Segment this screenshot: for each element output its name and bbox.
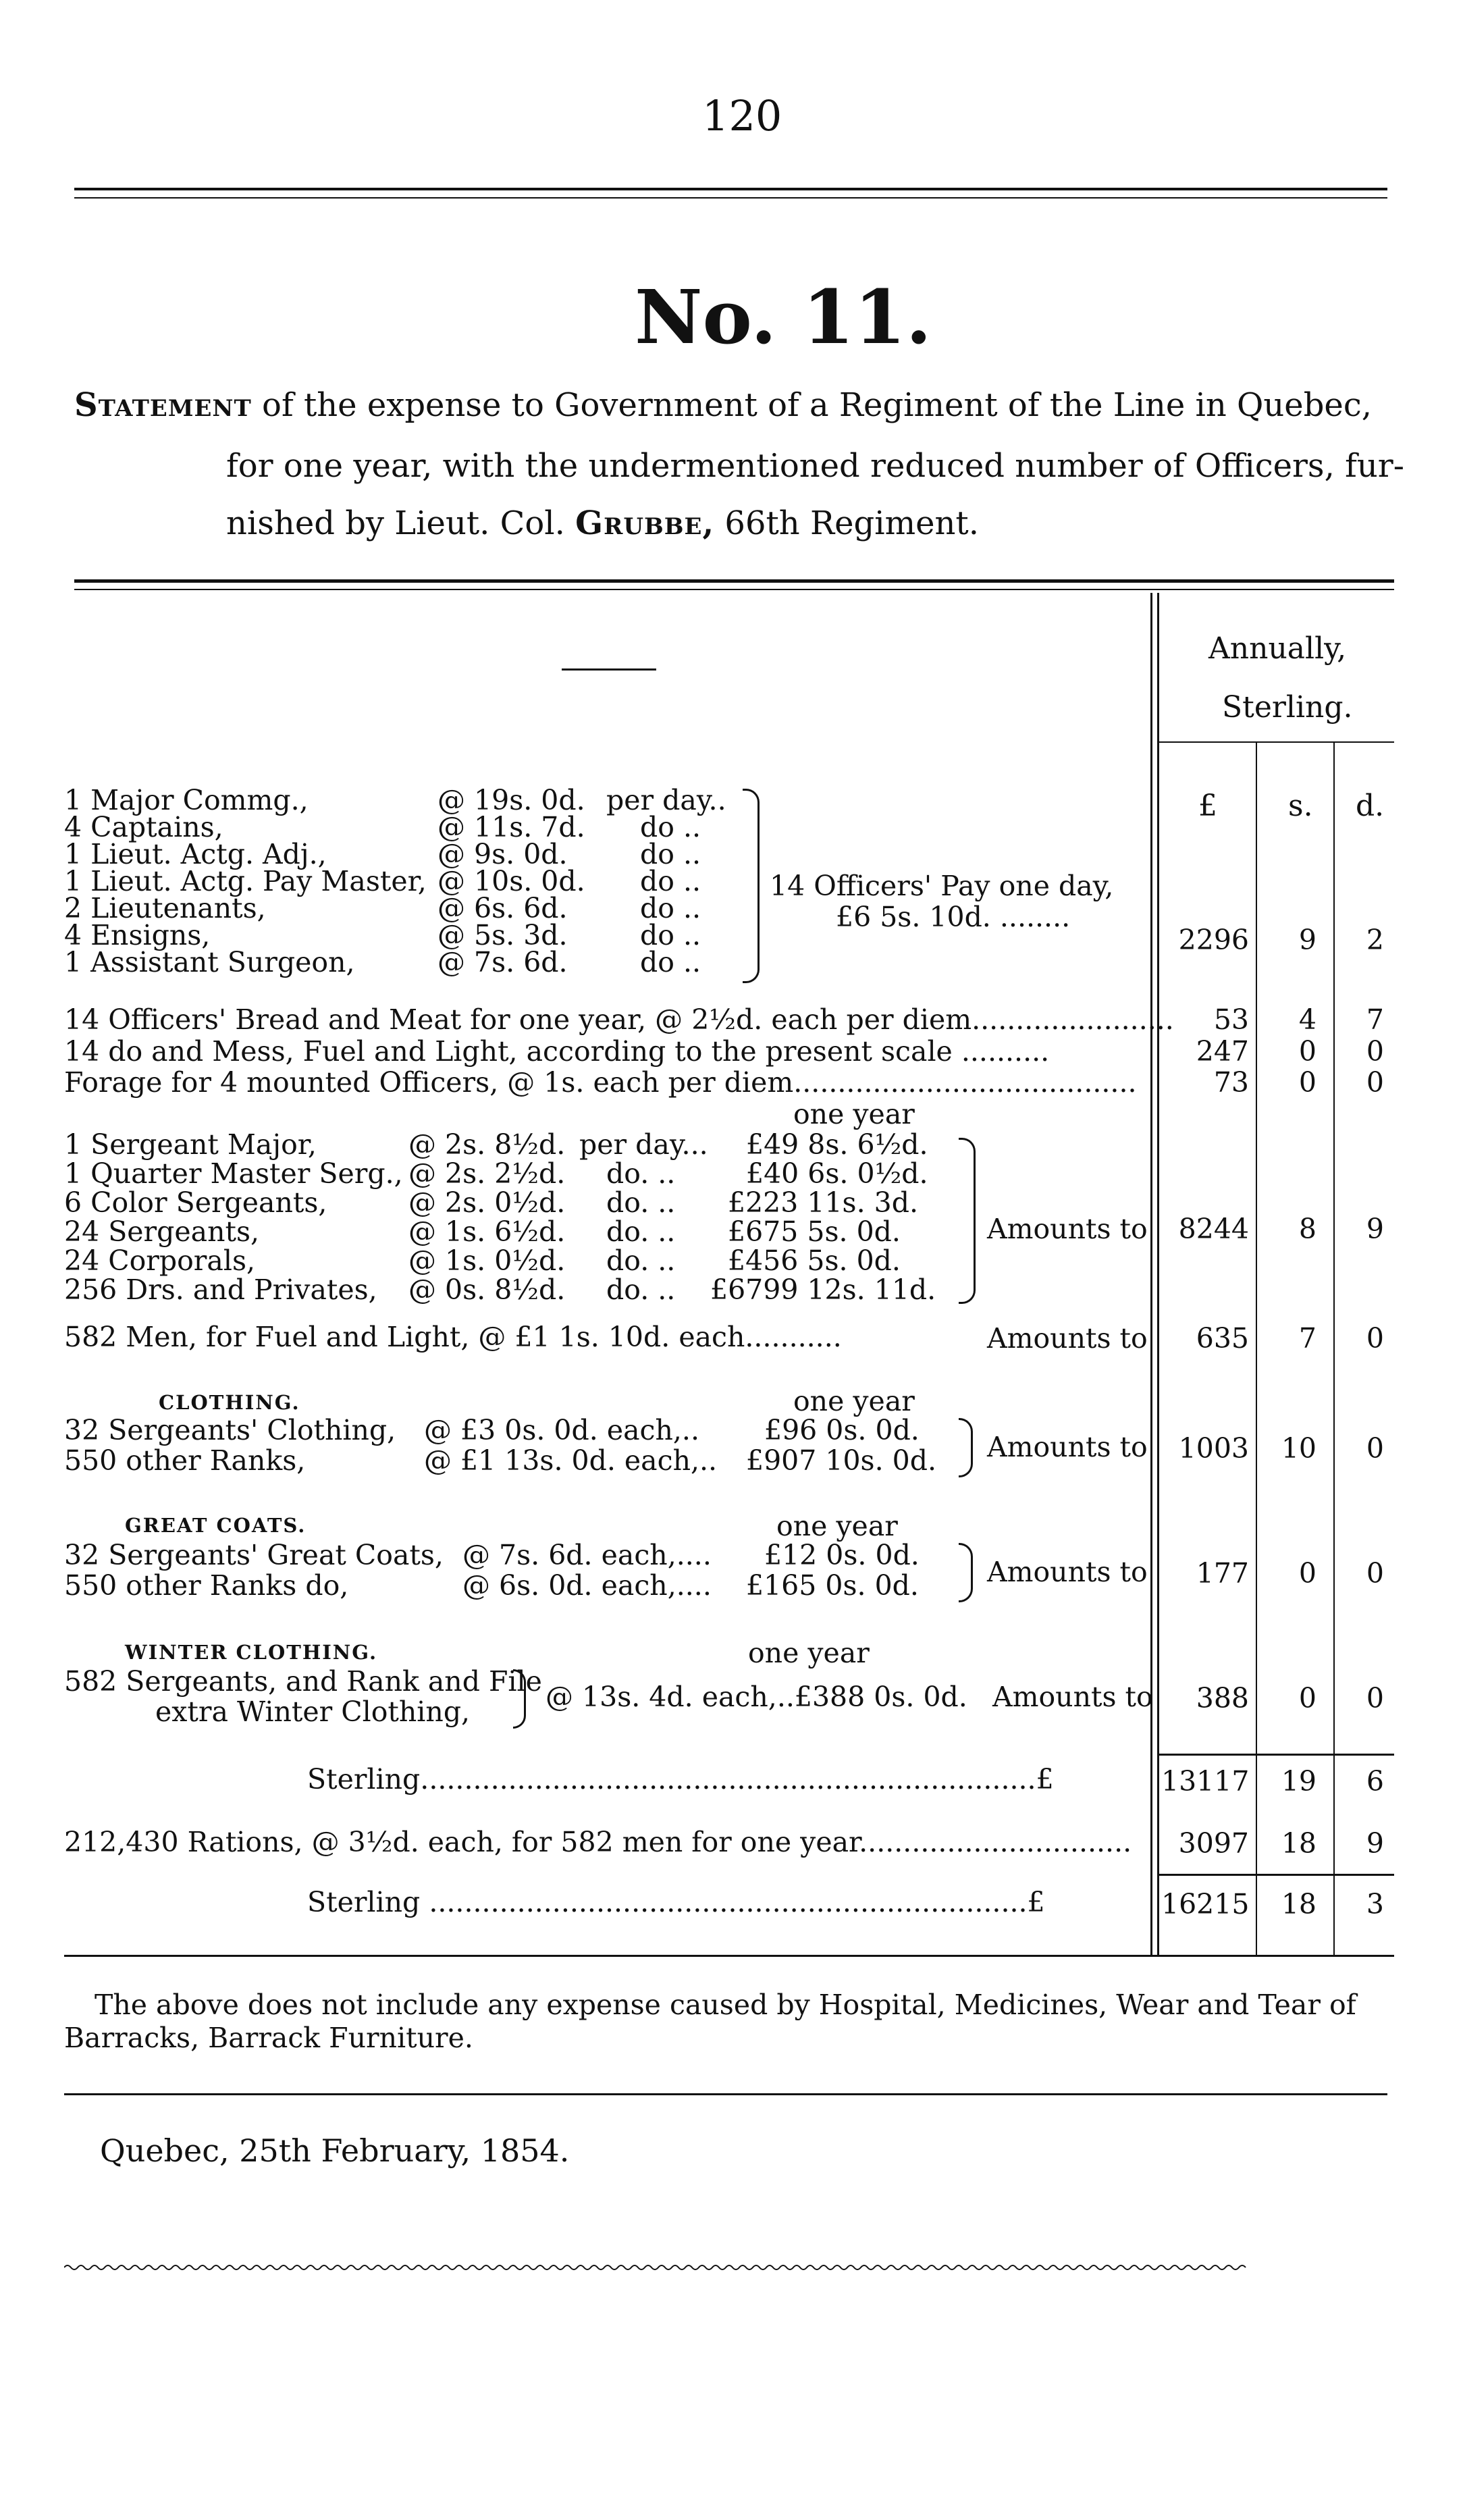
note-rule xyxy=(64,2093,1387,2095)
table-bottom-rule xyxy=(64,1955,1394,1957)
winter-heading: WINTER CLOTHING. xyxy=(125,1641,378,1664)
rations-shillings: 18 xyxy=(1281,1827,1316,1860)
officer-rate: @ 19s. 0d. xyxy=(437,784,585,816)
header-annually: Annually, xyxy=(1208,631,1347,666)
total-pence: 3 xyxy=(1366,1888,1384,1920)
officer-unit: do .. xyxy=(640,811,701,843)
clothing-brace xyxy=(959,1418,973,1477)
title-line-3-post: 66th Regiment. xyxy=(724,504,979,542)
men-pounds: 8244 xyxy=(1178,1213,1249,1245)
col-divider-shillings xyxy=(1333,743,1335,1957)
men-label: 24 Corporals, xyxy=(64,1244,256,1277)
officer-row xyxy=(64,838,327,870)
officer-label: 4 Captains, xyxy=(64,811,223,843)
rations-pence: 9 xyxy=(1366,1827,1384,1860)
col-divider-2 xyxy=(1157,593,1159,1957)
winter-pounds: 388 xyxy=(1196,1682,1249,1714)
mess-pounds: 247 xyxy=(1196,1035,1249,1068)
officer-row xyxy=(64,919,211,951)
coats-shillings: 0 xyxy=(1298,1557,1316,1590)
men-rate: @ 2s. 8½d. xyxy=(408,1128,566,1161)
men-amount: £49 8s. 6½d. xyxy=(746,1128,928,1161)
men-brace xyxy=(959,1138,976,1304)
coats-amount: £12 0s. 0d. xyxy=(764,1539,920,1571)
officers-summary-2: £6 5s. 10d. ........ xyxy=(836,901,1071,933)
document-number: No. 11. xyxy=(635,273,932,361)
officer-label: 1 Assistant Surgeon, xyxy=(64,946,355,978)
men-unit: do. .. xyxy=(606,1244,676,1277)
top-rule xyxy=(74,188,1387,190)
clothing-label: 550 other Ranks, xyxy=(64,1444,306,1477)
winter-rate: @ 13s. 4d. each,..£388 0s. 0d. xyxy=(546,1681,967,1713)
men-label: 6 Color Sergeants, xyxy=(64,1186,327,1219)
men-label: 1 Quarter Master Serg., xyxy=(64,1157,403,1190)
officer-rate: @ 9s. 0d. xyxy=(437,838,568,870)
coats-amount: £165 0s. 0d. xyxy=(746,1569,919,1602)
coats-rate: @ 7s. 6d. each,.... xyxy=(462,1539,712,1571)
men-rate: @ 2s. 0½d. xyxy=(408,1186,566,1219)
men-unit: do. .. xyxy=(606,1186,676,1219)
title-line-1-text: of the expense to Government of a Regiment of the Line in Quebec, xyxy=(262,386,1372,424)
col-divider-1 xyxy=(1150,593,1152,1957)
officer-rate: @ 10s. 0d. xyxy=(437,865,585,897)
winter-one-year: one year xyxy=(748,1637,870,1669)
table-top-rule xyxy=(74,579,1394,583)
officers-shillings: 9 xyxy=(1298,924,1316,956)
subtotal-shillings: 19 xyxy=(1281,1765,1316,1797)
coats-pounds: 177 xyxy=(1196,1557,1249,1590)
title-line-2: for one year, with the undermentioned reduced number of Officers, fur- xyxy=(226,447,1404,485)
officer-label: 1 Lieut. Actg. Pay Master, xyxy=(64,865,427,897)
winter-shillings: 0 xyxy=(1298,1682,1316,1714)
clothing-one-year: one year xyxy=(793,1385,915,1417)
total-shillings: 18 xyxy=(1281,1888,1316,1920)
clothing-amounts-to: Amounts to xyxy=(987,1431,1148,1463)
forage-pence: 0 xyxy=(1366,1066,1384,1099)
page-number: 120 xyxy=(702,91,782,140)
fuel-shillings: 7 xyxy=(1298,1322,1316,1355)
clothing-heading: CLOTHING. xyxy=(159,1391,300,1414)
men-rate: @ 2s. 2½d. xyxy=(408,1157,566,1190)
title-line-1 xyxy=(74,386,1372,424)
winter-line-2: extra Winter Clothing, xyxy=(155,1696,471,1728)
table-top-rule-thin xyxy=(74,589,1394,590)
officers-pence: 2 xyxy=(1366,924,1384,956)
men-unit: do. .. xyxy=(606,1157,676,1190)
mess-pence: 0 xyxy=(1366,1035,1384,1068)
officer-rate: @ 5s. 3d. xyxy=(437,919,568,951)
total-rule xyxy=(1159,1874,1394,1876)
clothing-amount: £96 0s. 0d. xyxy=(764,1414,920,1446)
bread-pounds: 53 xyxy=(1213,1003,1249,1036)
bread-meat-line: 14 Officers' Bread and Meat for one year, @ 2½d. each per diem....................... xyxy=(64,1003,1174,1036)
clothing-shillings: 10 xyxy=(1281,1432,1316,1465)
clothing-rate: @ £1 13s. 0d. each,.. xyxy=(424,1444,718,1477)
bread-shillings: 4 xyxy=(1298,1003,1316,1036)
winter-amounts-to: Amounts to xyxy=(992,1681,1153,1713)
officer-row xyxy=(64,892,266,924)
header-shilling: s. xyxy=(1288,789,1313,823)
coats-brace xyxy=(959,1543,973,1602)
men-amount: £456 5s. 0d. xyxy=(728,1244,901,1277)
forage-pounds: 73 xyxy=(1213,1066,1249,1099)
fuel-line: 582 Men, for Fuel and Light, @ £1 1s. 10d. each........... xyxy=(64,1321,842,1353)
officer-unit: per day.. xyxy=(606,784,726,816)
men-unit: per day... xyxy=(579,1128,708,1161)
rations-pounds: 3097 xyxy=(1178,1827,1249,1860)
winter-brace xyxy=(513,1669,526,1729)
men-label: 1 Sergeant Major, xyxy=(64,1128,317,1161)
subtotal-line: Sterling......................................................................£ xyxy=(307,1763,1054,1795)
fuel-amounts-to: Amounts to xyxy=(987,1322,1148,1355)
officers-brace xyxy=(743,789,760,983)
men-unit: do. .. xyxy=(606,1215,676,1248)
rations-line: 212,430 Rations, @ 3½d. each, for 582 men for one year............................... xyxy=(64,1826,1132,1858)
title-name: Grubbe, xyxy=(575,504,715,542)
fuel-pence: 0 xyxy=(1366,1322,1384,1355)
top-rule-thin xyxy=(74,197,1387,199)
men-unit: do. .. xyxy=(606,1274,676,1306)
officer-rate: @ 11s. 7d. xyxy=(437,811,585,843)
clothing-pounds: 1003 xyxy=(1178,1432,1249,1465)
mess-shillings: 0 xyxy=(1298,1035,1316,1068)
title-lead: Statement xyxy=(74,386,252,424)
officer-row xyxy=(64,865,427,897)
men-amount: £40 6s. 0½d. xyxy=(746,1157,928,1190)
men-rate: @ 1s. 6½d. xyxy=(408,1215,566,1248)
officer-unit: do .. xyxy=(640,946,701,978)
coats-pence: 0 xyxy=(1366,1557,1384,1590)
clothing-amount: £907 10s. 0d. xyxy=(746,1444,937,1477)
forage-line: Forage for 4 mounted Officers, @ 1s. each per diem....................................... xyxy=(64,1066,1137,1099)
subtotal-pence: 6 xyxy=(1366,1765,1384,1797)
title-line-3 xyxy=(226,504,979,542)
coats-amounts-to: Amounts to xyxy=(987,1556,1148,1588)
bread-pence: 7 xyxy=(1366,1003,1384,1036)
officer-unit: do .. xyxy=(640,892,701,924)
men-rate: @ 1s. 0½d. xyxy=(408,1244,566,1277)
officer-row xyxy=(64,946,355,978)
officer-label: 4 Ensigns, xyxy=(64,919,211,951)
header-pound: £ xyxy=(1198,789,1217,823)
officer-unit: do .. xyxy=(640,838,701,870)
officers-summary-1: 14 Officers' Pay one day, xyxy=(770,870,1114,902)
men-label: 256 Drs. and Privates, xyxy=(64,1274,377,1306)
officer-label: 2 Lieutenants, xyxy=(64,892,266,924)
total-pounds: 16215 xyxy=(1161,1888,1250,1920)
col-divider-pounds xyxy=(1256,743,1257,1957)
coats-heading: GREAT COATS. xyxy=(125,1514,307,1537)
total-line: Sterling ....................................................................£ xyxy=(307,1886,1045,1918)
men-one-year: one year xyxy=(793,1098,915,1130)
title-line-3-pre: nished by Lieut. Col. xyxy=(226,504,565,542)
officer-row xyxy=(64,784,309,816)
officer-row xyxy=(64,811,223,843)
fuel-pounds: 635 xyxy=(1196,1322,1249,1355)
men-label: 24 Sergeants, xyxy=(64,1215,260,1248)
wavy-bottom-rule xyxy=(64,2262,1387,2273)
coats-one-year: one year xyxy=(776,1510,898,1542)
clothing-label: 32 Sergeants' Clothing, xyxy=(64,1414,396,1446)
header-bottom-rule xyxy=(1159,741,1394,743)
note-text: The above does not include any expense caused by Hospital, Medicines, Wear and Tear of Barracks, Barrack Furniture. xyxy=(64,1989,1356,2055)
forage-shillings: 0 xyxy=(1298,1066,1316,1099)
officer-rate: @ 6s. 6d. xyxy=(437,892,568,924)
clothing-rate: @ £3 0s. 0d. each,.. xyxy=(424,1414,699,1446)
men-shillings: 8 xyxy=(1298,1213,1316,1245)
header-dash xyxy=(562,668,656,671)
officers-pounds: 2296 xyxy=(1178,924,1249,956)
subtotal-rule xyxy=(1159,1754,1394,1756)
coats-rate: @ 6s. 0d. each,.... xyxy=(462,1569,712,1602)
winter-line-1: 582 Sergeants, and Rank and File xyxy=(64,1665,542,1698)
officer-unit: do .. xyxy=(640,865,701,897)
header-sterling: Sterling. xyxy=(1222,690,1353,725)
officer-rate: @ 7s. 6d. xyxy=(437,946,568,978)
men-amounts-to: Amounts to xyxy=(987,1213,1148,1245)
officer-label: 1 Lieut. Actg. Adj., xyxy=(64,838,327,870)
officer-label: 1 Major Commg., xyxy=(64,784,309,816)
subtotal-pounds: 13117 xyxy=(1161,1765,1250,1797)
officer-unit: do .. xyxy=(640,919,701,951)
winter-pence: 0 xyxy=(1366,1682,1384,1714)
men-pence: 9 xyxy=(1366,1213,1384,1245)
coats-label: 550 other Ranks do, xyxy=(64,1569,349,1602)
header-pence: d. xyxy=(1356,789,1385,823)
men-amount: £675 5s. 0d. xyxy=(728,1215,901,1248)
men-amount: £223 11s. 3d. xyxy=(728,1186,919,1219)
coats-label: 32 Sergeants' Great Coats, xyxy=(64,1539,444,1571)
men-amount: £6799 12s. 11d. xyxy=(710,1274,936,1306)
mess-fuel-line: 14 do and Mess, Fuel and Light, according to the present scale .......... xyxy=(64,1035,1050,1068)
clothing-pence: 0 xyxy=(1366,1432,1384,1465)
signoff: Quebec, 25th February, 1854. xyxy=(100,2132,570,2169)
men-rate: @ 0s. 8½d. xyxy=(408,1274,566,1306)
